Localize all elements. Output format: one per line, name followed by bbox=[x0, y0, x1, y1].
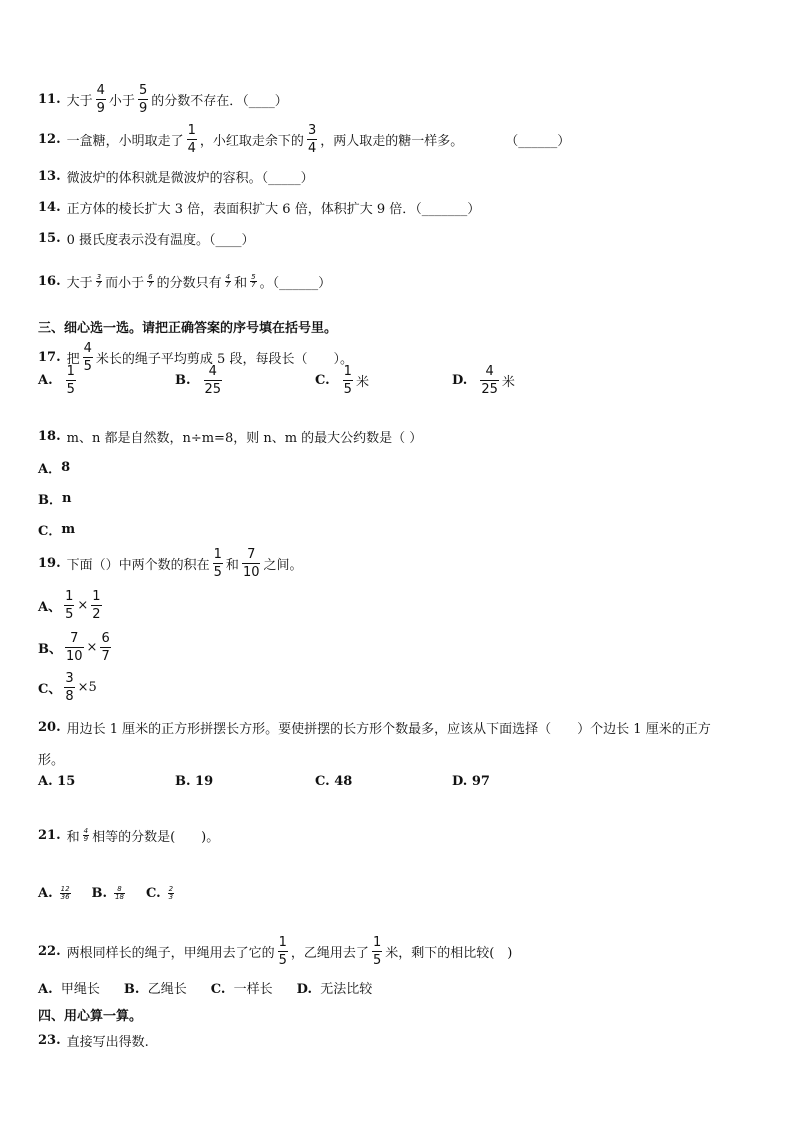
fraction: $\frac{4}{9}$ bbox=[96, 83, 105, 116]
question-14 bbox=[38, 198, 480, 217]
question-text: 和 bbox=[66, 830, 80, 845]
option-d: D. $\frac{4}{25}$ 米 bbox=[452, 363, 515, 397]
question-text: 正方体的棱长扩大 3 倍，表面积扩大 6 倍，体积扩大 9 倍．（_______） bbox=[66, 202, 481, 217]
question-text: 0 摄氏度表示没有温度。（____） bbox=[66, 233, 255, 248]
fraction: $\frac{7}{10}$ bbox=[242, 547, 260, 580]
question-text: 小于 bbox=[108, 94, 135, 109]
fraction: $\frac{1}{5}$ bbox=[372, 935, 382, 968]
fraction: $\frac{4}{7}$ bbox=[225, 273, 231, 289]
question-number: 14. bbox=[38, 200, 61, 215]
question-number: 22. bbox=[38, 944, 61, 959]
q21-options bbox=[38, 886, 177, 901]
option-c: C． m bbox=[38, 522, 76, 539]
question-number: 18. bbox=[38, 429, 61, 444]
option-b: B、 $\frac{7}{10}$ × $\frac{6}{7}$ bbox=[38, 631, 110, 664]
question-text: 之间。 bbox=[263, 558, 303, 573]
question-text: ，小红取走余下的 bbox=[199, 134, 304, 149]
question-12 bbox=[38, 124, 570, 155]
fraction: $\frac{1}{5}$ bbox=[213, 547, 222, 580]
question-text: 而小于 bbox=[105, 276, 145, 291]
question-number: 20. bbox=[38, 720, 61, 735]
question-text: 相等的分数是( )。 bbox=[92, 830, 220, 845]
q22-options bbox=[38, 978, 372, 997]
question-number: 21. bbox=[38, 828, 61, 843]
question-text: 直接写出得数. bbox=[66, 1035, 149, 1050]
question-text: 和 bbox=[234, 276, 248, 291]
question-11 bbox=[38, 84, 288, 115]
question-19 bbox=[38, 548, 303, 579]
question-21 bbox=[38, 826, 219, 845]
option-a: A. 15 bbox=[38, 773, 76, 789]
question-text: 米，剩下的相比较( ) bbox=[385, 946, 513, 961]
fraction: $\frac{4}{9}$ bbox=[83, 827, 89, 843]
question-18 bbox=[38, 427, 422, 446]
question-number: 12. bbox=[38, 132, 61, 147]
option-c: C. $\frac{2}{3}$ bbox=[145, 885, 174, 901]
question-number: 15. bbox=[38, 231, 61, 246]
option-b: B. $\frac{8}{18}$ bbox=[91, 885, 124, 901]
option-d: D. 97 bbox=[452, 773, 490, 789]
option-b: B. $\frac{4}{25}$ bbox=[175, 363, 222, 397]
question-text: 下面（）中两个数的积在 bbox=[66, 558, 210, 573]
option-b: B. 乙绳长 bbox=[123, 982, 187, 997]
option-c: C、 $\frac{3}{8}$ ×5 bbox=[38, 671, 97, 704]
fraction: $\frac{1}{5}$ bbox=[278, 935, 287, 968]
fraction: $\frac{3}{4}$ bbox=[307, 123, 317, 156]
question-number: 13. bbox=[38, 169, 61, 184]
question-text: 大于 bbox=[66, 94, 93, 109]
question-16 bbox=[38, 272, 331, 291]
fraction: $\frac{4}{5}$ bbox=[83, 341, 92, 374]
question-text: 两根同样长的绳子，甲绳用去了它的 bbox=[66, 946, 275, 961]
question-text: 用边长 1 厘米的正方形拼摆长方形。要使拼摆的长方形个数最多，应该从下面选择（ ）个边长 1 厘米的正方 bbox=[66, 722, 711, 737]
section-heading-3: 三、细心选一选。请把正确答案的序号填在括号里。 bbox=[38, 321, 338, 336]
option-b: B． n bbox=[38, 491, 72, 508]
question-text: m、n 都是自然数，n÷m=8，则 n、m 的最大公约数是（ ） bbox=[66, 431, 423, 446]
question-text: ，乙绳用去了 bbox=[290, 946, 369, 961]
fraction: $\frac{5}{9}$ bbox=[138, 83, 148, 116]
question-22 bbox=[38, 936, 512, 967]
option-d: D. 无法比较 bbox=[296, 982, 373, 997]
question-15 bbox=[38, 229, 255, 248]
question-text: 。（______） bbox=[259, 276, 332, 291]
option-c: C. 一样长 bbox=[210, 982, 273, 997]
option-b: B. 19 bbox=[175, 773, 214, 789]
question-number: 16. bbox=[38, 274, 61, 289]
option-a: A. $\frac{1}{5}$ bbox=[38, 363, 75, 397]
question-23 bbox=[38, 1031, 149, 1050]
question-text: 的分数不存在．（____） bbox=[151, 94, 288, 109]
question-text: 一盒糖，小明取走了 bbox=[66, 134, 184, 149]
question-text: 把 bbox=[66, 352, 80, 367]
fraction: $\frac{6}{7}$ bbox=[148, 273, 153, 289]
question-number: 23. bbox=[38, 1033, 61, 1048]
option-a: A、 $\frac{1}{5}$ × $\frac{1}{2}$ bbox=[38, 589, 101, 622]
option-c: C. 48 bbox=[315, 773, 353, 789]
question-text: ，两人取走的糖一样多。 bbox=[320, 134, 464, 149]
option-a: A. $\frac{12}{36}$ bbox=[38, 885, 70, 901]
option-a: A． 8 bbox=[38, 460, 71, 477]
question-text: 大于 bbox=[66, 276, 93, 291]
question-text: 和 bbox=[225, 558, 239, 573]
fraction: $\frac{5}{7}$ bbox=[251, 273, 256, 289]
fraction: $\frac{1}{4}$ bbox=[187, 123, 196, 156]
section-heading-4: 四、用心算一算。 bbox=[38, 1009, 143, 1024]
fraction: $\frac{3}{7}$ bbox=[96, 273, 102, 289]
question-number: 19. bbox=[38, 556, 61, 571]
question-text: 米长的绳子平均剪成 5 段，每段长（ ）。 bbox=[95, 352, 353, 367]
question-number: 11. bbox=[38, 92, 61, 107]
answer-blank: （______） bbox=[505, 134, 571, 149]
question-number: 17. bbox=[38, 350, 61, 365]
question-text: 的分数只有 bbox=[156, 276, 222, 291]
question-20 bbox=[38, 718, 711, 737]
question-13 bbox=[38, 167, 314, 186]
question-text: 微波炉的体积就是微波炉的容积。（_____） bbox=[66, 171, 314, 186]
option-a: A. 甲绳长 bbox=[38, 982, 100, 997]
question-20-continued: 形。 bbox=[38, 753, 65, 768]
option-c: C. $\frac{1}{5}$ 米 bbox=[315, 363, 369, 397]
